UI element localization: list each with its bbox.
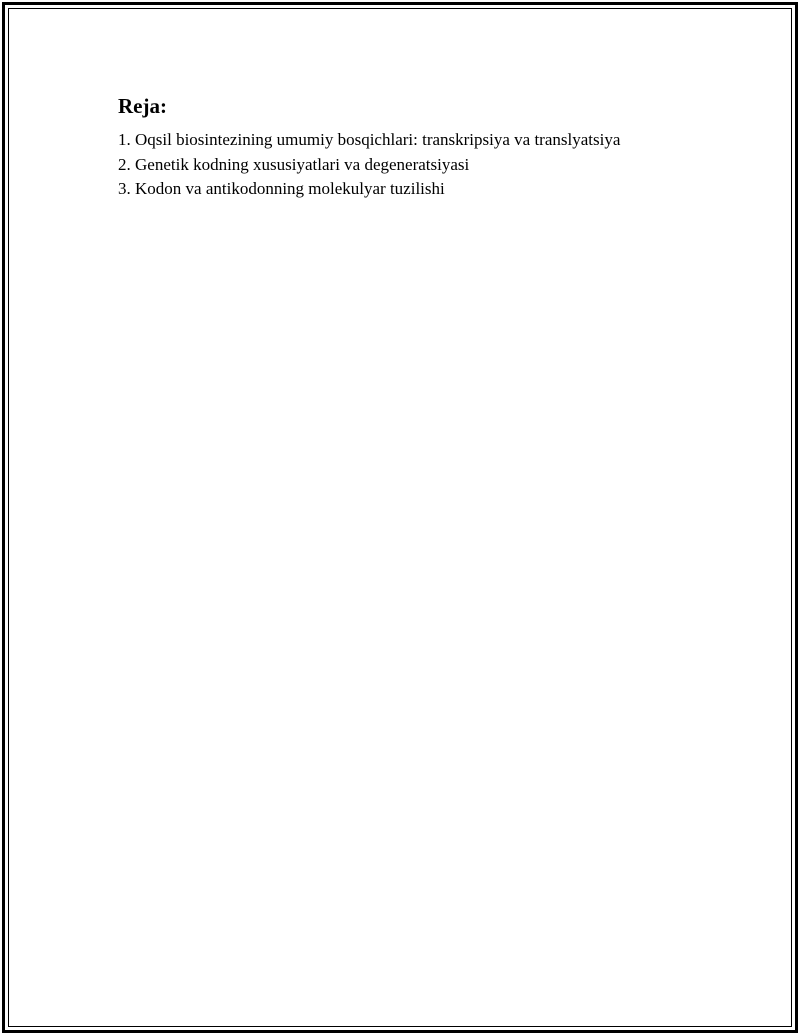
plan-item-3: 3. Kodon va antikodonning molekulyar tuzilishi (118, 179, 445, 198)
document-content (118, 92, 738, 202)
plan-list (118, 128, 738, 202)
plan-item-2: 2. Genetik kodning xususiyatlari va degeneratsiyasi (118, 154, 470, 174)
plan-heading: Reja: (118, 94, 167, 118)
plan-item-1: 1. Oqsil biosintezining umumiy bosqichlari: transkripsiya va translyatsiya (118, 130, 621, 149)
